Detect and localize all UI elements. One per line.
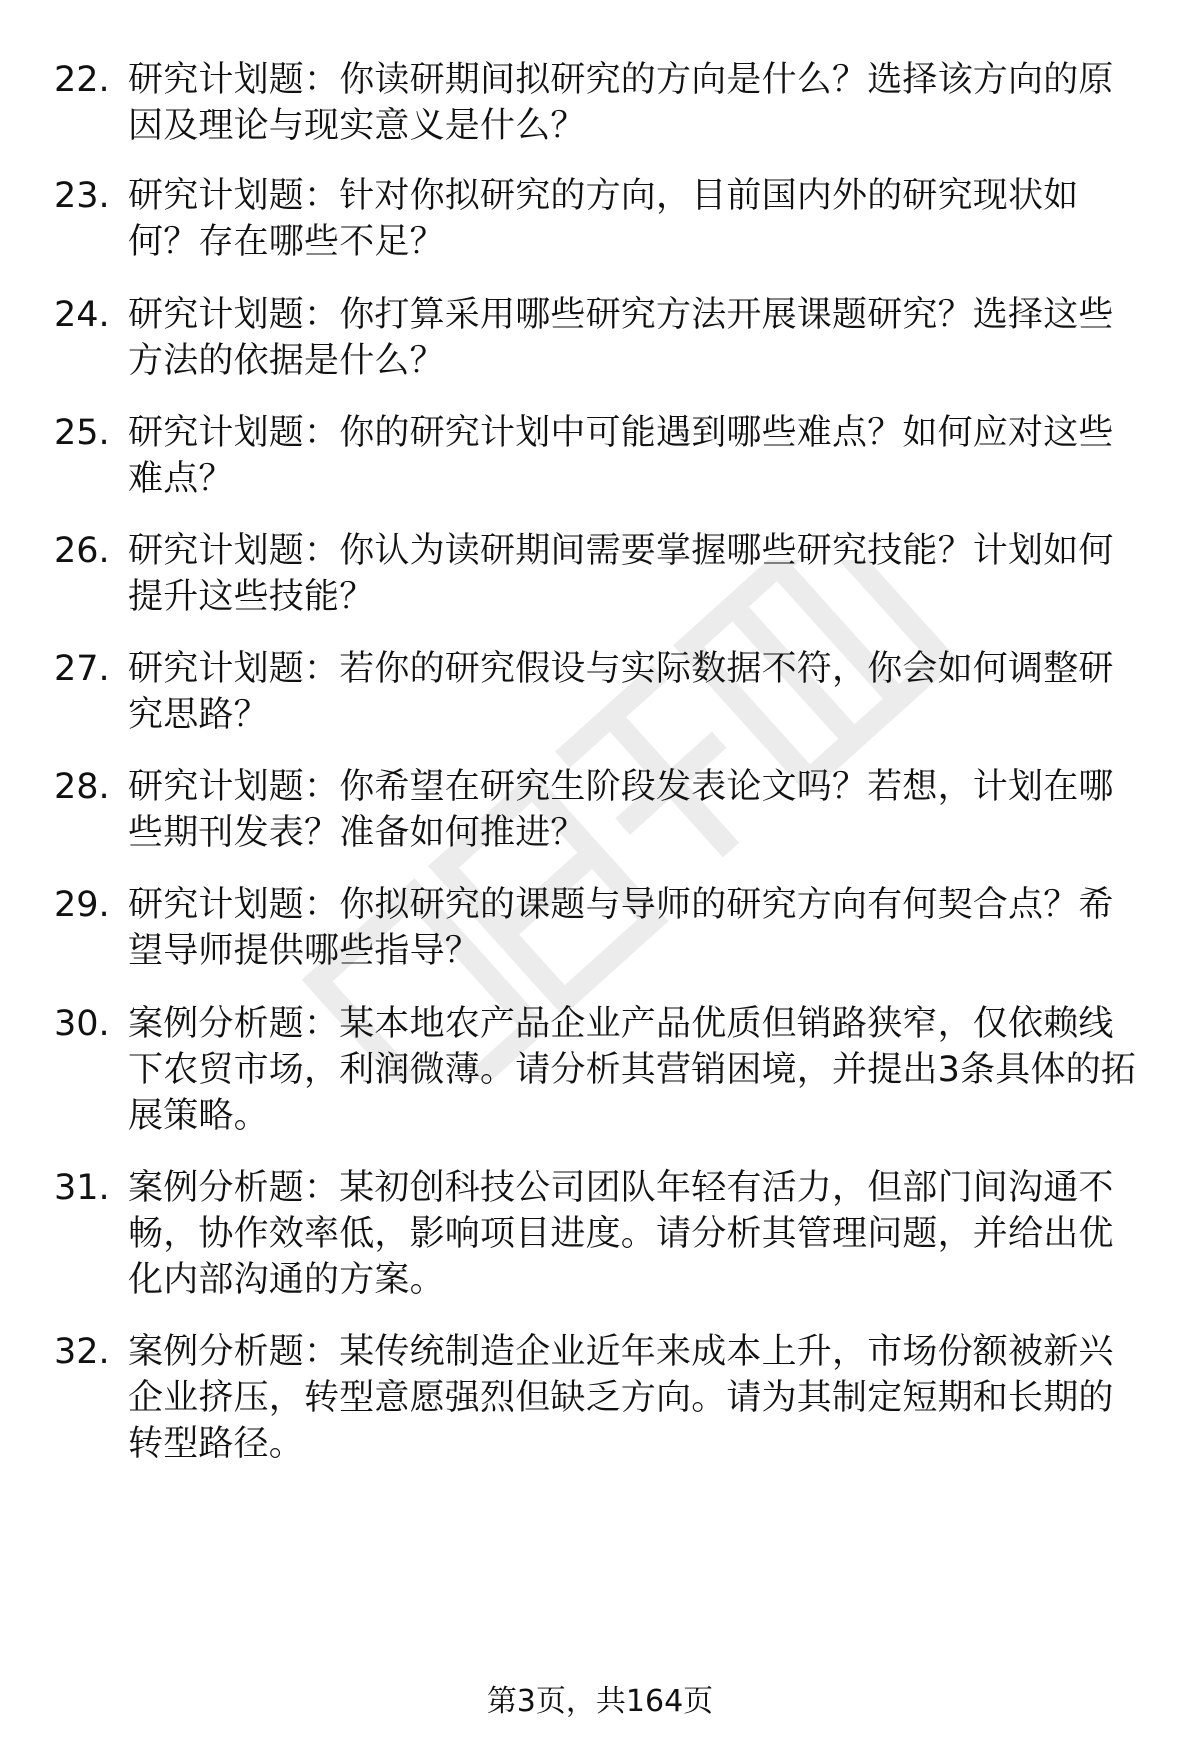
question-text: 研究计划题：你拟研究的课题与导师的研究方向有何契合点？希 望导师提供哪些指导？ <box>128 885 1114 971</box>
question-number: 31. <box>54 1168 110 1208</box>
question-text: 研究计划题：若你的研究假设与实际数据不符，你会如何调整研 究思路？ <box>128 649 1114 735</box>
question-number: 22. <box>54 60 110 100</box>
question-number: 25. <box>54 413 110 453</box>
page-footer: 第3页，共164页 <box>486 1684 714 1719</box>
question-number: 30. <box>54 1004 110 1044</box>
question-text: 案例分析题：某初创科技公司团队年轻有活力，但部门间沟通不 畅，协作效率低，影响项目进度。请分析其管理问题，并给出优 化内部沟通的方案。 <box>128 1168 1114 1300</box>
question-number: 26. <box>54 531 110 571</box>
question-text: 研究计划题：你打算采用哪些研究方法开展课题研究？选择这些 方法的依据是什么？ <box>128 295 1114 381</box>
question-text: 研究计划题：你的研究计划中可能遇到哪些难点？如何应对这些 难点？ <box>128 413 1114 499</box>
question-number: 28. <box>54 767 110 807</box>
question-text: 案例分析题：某传统制造企业近年来成本上升，市场份额被新兴 企业挤压，转型意愿强烈但缺乏方向。请为其制定短期和长期的 转型路径。 <box>128 1332 1114 1464</box>
question-text: 研究计划题：你读研期间拟研究的方向是什么？选择该方向的原 因及理论与现实意义是什么？ <box>128 60 1114 146</box>
question-text: 研究计划题：你认为读研期间需要掌握哪些研究技能？计划如何 提升这些技能？ <box>128 531 1114 617</box>
question-number: 29. <box>54 885 110 925</box>
question-number: 32. <box>54 1332 110 1372</box>
question-number: 24. <box>54 295 110 335</box>
question-number: 23. <box>54 176 110 216</box>
question-number: 27. <box>54 649 110 689</box>
question-text: 研究计划题：针对你拟研究的方向，目前国内外的研究现状如 何？存在哪些不足？ <box>128 176 1079 262</box>
question-text: 案例分析题：某本地农产品企业产品优质但销路狭窄，仅依赖线 下农贸市场，利润微薄。请分析其营销困境，并提出3条具体的拓 展策略。 <box>128 1004 1137 1136</box>
question-text: 研究计划题：你希望在研究生阶段发表论文吗？若想，计划在哪 些期刊发表？准备如何推进？ <box>128 767 1114 853</box>
